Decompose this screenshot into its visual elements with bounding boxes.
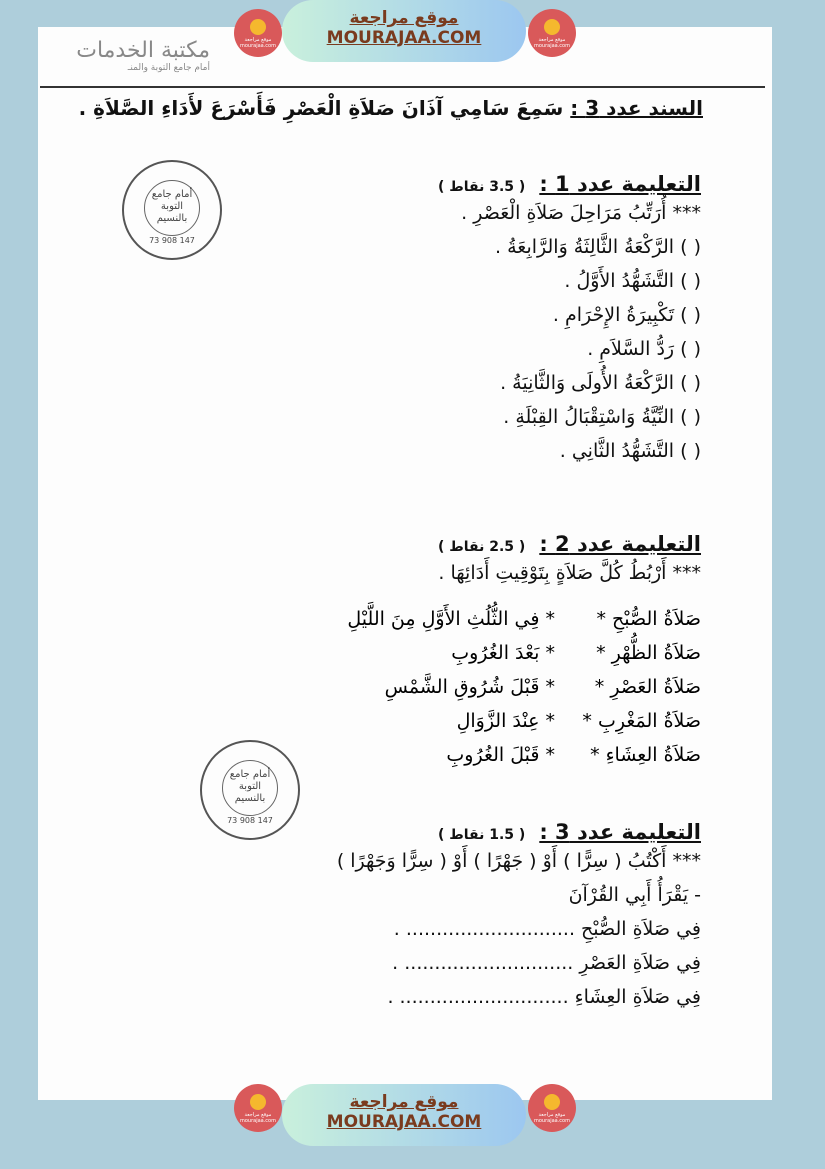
time-item: * قَبْلَ الغُرُوبِ	[446, 744, 555, 766]
list-item: ( ) رَدُّ السَّلاَمِ .	[587, 338, 701, 360]
answer-line: فِي صَلاَةِ العِشَاءِ ............................ .	[387, 986, 701, 1008]
site-logo-icon: موقع مراجعة mourajaa.com	[528, 9, 576, 57]
site-logo-icon: موقع مراجعة mourajaa.com	[234, 9, 282, 57]
task-2: التعليمة عدد 2 :( 2.5 نقاط ) *** أَرْبُطُ كُلَّ صَلاَةٍ بِتَوْقِيتِ أَدَائِهَا .	[201, 532, 701, 590]
site-banner-bottom[interactable]	[282, 1084, 526, 1146]
task-2-label: التعليمة عدد 2 :	[539, 532, 701, 556]
prayer-item: صَلاَةُ العَصْرِ *	[594, 676, 701, 698]
list-item: ( ) التَّشَهُّدُ الثَّانِي .	[559, 440, 701, 462]
prayer-item: صَلاَةُ المَغْرِبِ *	[582, 710, 701, 732]
time-item: * قَبْلَ شُرُوقِ الشَّمْسِ	[384, 676, 555, 698]
task-3-instruction: *** أَكْتُبُ ( سِرًّا ) أَوْ ( جَهْرًا ) أَوْ ( سِرًّا وَجَهْرًا )	[336, 850, 701, 872]
sanad: السند عدد 3 : سَمِعَ سَامِي آذَانَ صَلاَةِ الْعَصْرِ فَأَسْرَعَ لأَدَاءِ الصَّلاَةِ .	[78, 96, 703, 120]
task-1-instruction: *** أُرَتِّبُ مَرَاحِلَ صَلاَةِ الْعَصْرِ .	[461, 202, 701, 224]
task-1-label: التعليمة عدد 1 :	[539, 172, 701, 196]
list-item: ( ) النِّيَّةُ وَاسْتِقْبَالُ القِبْلَةِ .	[503, 406, 701, 428]
task-3-sub: - يَقْرَأُ أَبِي القُرْآنَ	[568, 884, 701, 906]
time-item: * فِي الثُّلُثِ الأَوَّلِ مِنَ اللَّيْلِ	[347, 608, 555, 630]
list-item: ( ) التَّشَهُّدُ الأَوَّلُ .	[564, 270, 701, 292]
prayer-item: صَلاَةُ الصُّبْحِ *	[596, 608, 701, 630]
answer-line: فِي صَلاَةِ العَصْرِ ............................ .	[392, 952, 701, 974]
prayer-item: صَلاَةُ الظُّهْرِ *	[596, 642, 701, 664]
time-item: * عِنْدَ الزَّوَالِ	[456, 710, 555, 732]
banner-arabic: موقع مراجعة	[349, 8, 459, 28]
banner-latin: MOURAJAA.COM	[326, 28, 482, 48]
library-stamp: أمام جامع التوبة بالنسيم 73 908 147	[200, 740, 300, 840]
answer-line: فِي صَلاَةِ الصُّبْحِ ............................ .	[393, 918, 701, 940]
task-2-instruction: *** أَرْبُطُ كُلَّ صَلاَةٍ بِتَوْقِيتِ أَدَائِهَا .	[438, 562, 701, 584]
list-item: ( ) الرَّكْعَةُ الثَّالِثَةُ وَالرَّابِعَةُ .	[495, 236, 701, 258]
list-item: ( ) الرَّكْعَةُ الأُولَى وَالثَّانِيَةُ .	[500, 372, 701, 394]
site-logo-icon: موقع مراجعة mourajaa.com	[234, 1084, 282, 1132]
times-column	[255, 602, 555, 772]
task-3-label: التعليمة عدد 3 :	[539, 820, 701, 844]
prayers-column	[561, 602, 701, 772]
prayer-item: صَلاَةُ العِشَاءِ *	[590, 744, 701, 766]
library-header: مكتبة الخدمات أمام جامع التوبة والمنـ	[76, 38, 210, 73]
banner-latin: MOURAJAA.COM	[326, 1112, 482, 1132]
task-1: التعليمة عدد 1 :( 3.5 نقاط ) *** أُرَتِّبُ مَرَاحِلَ صَلاَةِ الْعَصْرِ . ( ) الرَّكْعَةُ الثَّالِثَةُ وَالرَّابِعَةُ . ( ) التَّشَهُّدُ الأَوَّلُ . ( ) تَكْبِيرَةُ الإِحْرَامِ . ( ) رَدُّ السَّلاَمِ . ( ) الرَّكْعَةُ الأُولَى وَالثَّانِيَةُ . ( ) النِّيَّةُ وَاسْتِقْبَالُ القِبْلَةِ . ( ) التَّشَهُّدُ الثَّانِي .	[281, 172, 701, 468]
header-divider	[40, 86, 765, 88]
banner-arabic: موقع مراجعة	[349, 1092, 459, 1112]
site-banner-top[interactable]	[282, 0, 526, 62]
time-item: * بَعْدَ الغُرُوبِ	[451, 642, 555, 664]
site-logo-icon: موقع مراجعة mourajaa.com	[528, 1084, 576, 1132]
library-stamp: أمام جامع التوبة بالنسيم 73 908 147	[122, 160, 222, 260]
task-3: التعليمة عدد 3 :( 1.5 نقاط ) *** أَكْتُبُ ( سِرًّا ) أَوْ ( جَهْرًا ) أَوْ ( سِرًّا وَجَهْرًا ) - يَقْرَأُ أَبِي القُرْآنَ فِي صَلاَةِ الصُّبْحِ ............................ . فِي صَلاَةِ العَصْرِ ............................ . فِي صَلاَةِ العِشَاءِ ............................ .	[221, 820, 701, 1014]
list-item: ( ) تَكْبِيرَةُ الإِحْرَامِ .	[552, 304, 701, 326]
